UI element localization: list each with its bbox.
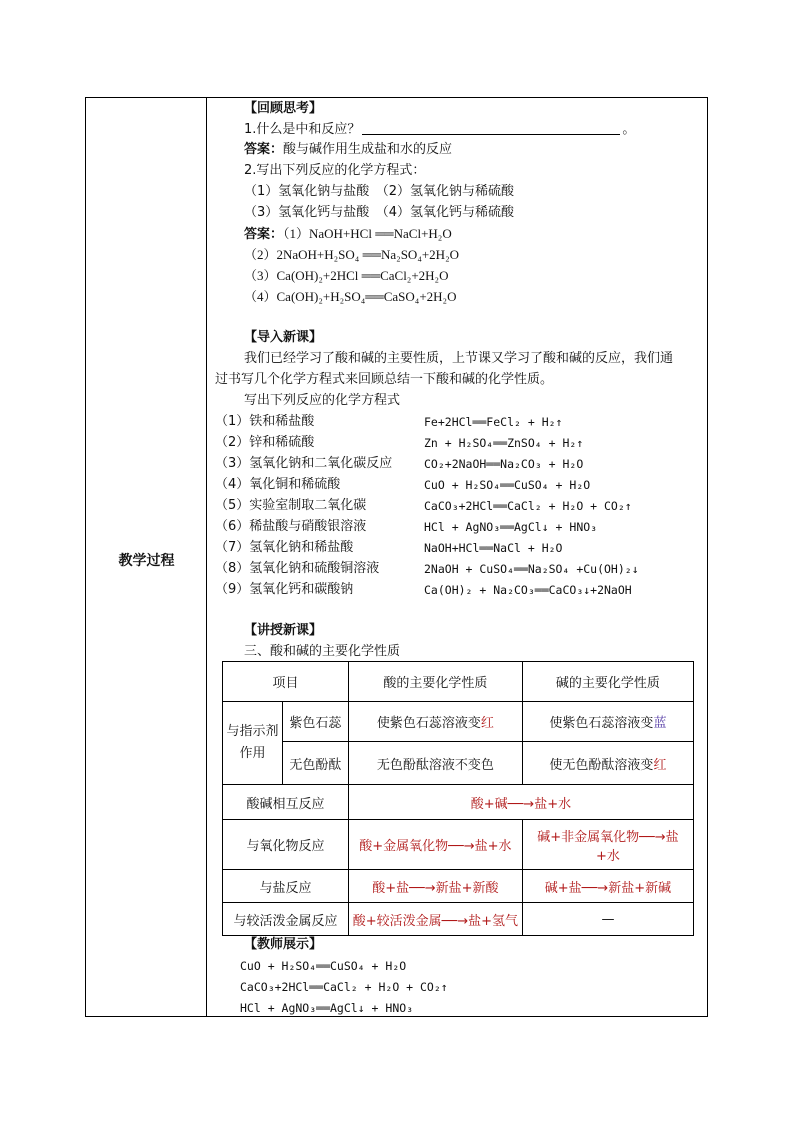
equation: （1）NaOH+HCl ══NaCl+H₂O — [283, 226, 452, 241]
answer-2-label: 答案： — [244, 227, 284, 242]
reaction-equation: Fe+2HCl══FeCl₂ + H₂↑ — [424, 415, 563, 429]
reaction-equation: CuO + H₂SO₄══CuSO₄ + H₂O — [424, 478, 591, 492]
question-1-end: 。 — [622, 122, 636, 137]
side-label: 教学过程 — [118, 553, 175, 569]
header-base: 碱的主要化学性质 — [522, 662, 693, 702]
reaction-equation: CaCO₃+2HCl══CaCl₂ + H₂O + CO₂↑ — [424, 499, 632, 513]
equation: （3）Ca(OH)₂+2HCl ══CaCl₂+2H₂O — [244, 268, 449, 283]
reaction-name: （4）氧化铜和稀硫酸 — [215, 477, 341, 492]
intro-paragraph-2: 过书写几个化学方程式来回顾总结一下酸和碱的化学性质。 — [215, 372, 554, 387]
metal-label: 与较活泼金属反应 — [223, 903, 349, 936]
demo-heading: 【教师展示】 — [244, 937, 323, 952]
reaction-name: （7）氢氧化钠和稀盐酸 — [215, 540, 354, 555]
answer-1-text: 酸与碱作用生成盐和水的反应 — [283, 142, 453, 157]
table-row — [223, 820, 694, 870]
litmus-base-color: 蓝 — [653, 716, 667, 731]
reaction-equation: CO₂+2NaOH══Na₂CO₃ + H₂O — [424, 457, 584, 471]
equation: （4）Ca(OH)₂+H₂SO₄══CaSO₄+2H₂O — [244, 289, 457, 304]
question-1-text: 1.什么是中和反应？ — [244, 122, 361, 137]
salt-base: 碱+盐──→新盐+新碱 — [522, 870, 693, 903]
table-row — [223, 742, 694, 785]
properties-table — [222, 661, 694, 936]
litmus-label: 紫色石蕊 — [282, 702, 348, 742]
demo-equation: HCl + AgNO₃══AgCl↓ + HNO₃ — [240, 1001, 414, 1015]
neutral-label: 酸碱相互反应 — [223, 785, 349, 820]
lecture-heading: 【讲授新课】 — [244, 623, 323, 638]
reaction-name: （8）氢氧化钠和硫酸铜溶液 — [215, 561, 380, 576]
litmus-base — [522, 702, 693, 742]
phenol-base-text: 使无色酚酞溶液变 — [549, 757, 654, 773]
reaction-name: （3）氢氧化钠和二氧化碳反应 — [215, 456, 393, 471]
review-heading: 【回顾思考】 — [244, 101, 323, 116]
reaction-name: （5）实验室制取二氧化碳 — [215, 498, 367, 513]
salt-acid: 酸+盐──→新盐+新酸 — [348, 870, 522, 903]
answer-1-label: 答案： — [244, 142, 284, 157]
reaction-equation: Ca(OH)₂ + Na₂CO₃══CaCO₃↓+2NaOH — [424, 583, 632, 597]
equation: （2）2NaOH+H₂SO₄ ══Na₂SO₄+2H₂O — [244, 247, 459, 262]
question-2-items-2: （3）氢氧化钙与盐酸 （4）氢氧化钙与稀硫酸 — [244, 205, 515, 220]
oxide-label: 与氧化物反应 — [223, 820, 349, 870]
question-2: 2.写出下列反应的化学方程式： — [244, 163, 426, 178]
intro-heading: 【导入新课】 — [244, 330, 323, 345]
answer-1 — [244, 141, 452, 159]
table-row — [223, 903, 694, 936]
phenol-label: 无色酚酞 — [282, 742, 348, 785]
left-column — [86, 98, 207, 1016]
question-1 — [244, 121, 635, 139]
reaction-equation: NaOH+HCl══NaCl + H₂O — [424, 541, 563, 555]
reaction-name: （6）稀盐酸与硝酸银溶液 — [215, 519, 367, 534]
litmus-acid — [348, 702, 522, 742]
metal-base: — — [522, 903, 693, 936]
intro-paragraph-1: 我们已经学习了酸和碱的主要性质，上节课又学习了酸和碱的反应，我们通 — [244, 351, 674, 366]
reaction-name: （1）铁和稀盐酸 — [215, 414, 315, 429]
metal-acid: 酸+较活泼金属──→盐+氢气 — [348, 903, 522, 936]
reaction-equation: Zn + H₂SO₄══ZnSO₄ + H₂↑ — [424, 436, 584, 450]
salt-label: 与盐反应 — [223, 870, 349, 903]
table-header-row — [223, 662, 694, 702]
litmus-base-text: 使紫色石蕊溶液变 — [549, 716, 654, 731]
litmus-acid-text: 使紫色石蕊溶液变 — [376, 716, 481, 731]
intro-task: 写出下列反应的化学方程式 — [244, 393, 401, 408]
reaction-name: （9）氢氧化钙和碳酸钠 — [215, 582, 354, 597]
litmus-acid-color: 红 — [480, 716, 494, 731]
table-row — [223, 785, 694, 820]
reaction-equation: 2NaOH + CuSO₄══Na₂SO₄ +Cu(OH)₂↓ — [424, 562, 639, 576]
phenol-base-color: 红 — [653, 757, 667, 773]
demo-equation: CuO + H₂SO₄══CuSO₄ + H₂O — [240, 959, 407, 973]
answer-2-eq1 — [244, 225, 452, 244]
question-2-items-1: （1）氢氧化钠与盐酸 （2）氢氧化钠与稀硫酸 — [244, 184, 515, 199]
indicator-group-label: 与指示剂作用 — [223, 702, 283, 785]
phenol-acid: 无色酚酞溶液不变色 — [348, 742, 522, 785]
neutral-value: 酸+碱──→盐+水 — [348, 785, 693, 820]
answer-blank — [362, 121, 620, 135]
header-acid: 酸的主要化学性质 — [348, 662, 522, 702]
demo-equation: CaCO₃+2HCl══CaCl₂ + H₂O + CO₂↑ — [240, 980, 448, 994]
reaction-name: （2）锌和稀硫酸 — [215, 435, 315, 450]
oxide-acid: 酸+金属氧化物──→盐+水 — [348, 820, 522, 870]
table-row — [223, 870, 694, 903]
reaction-equation: HCl + AgNO₃══AgCl↓ + HNO₃ — [424, 520, 598, 534]
lecture-subtitle: 三、酸和碱的主要化学性质 — [244, 644, 401, 659]
header-item: 项目 — [223, 662, 349, 702]
oxide-base: 碱+非金属氧化物──→盐+水 — [522, 820, 693, 870]
table-row — [223, 702, 694, 742]
phenol-base — [522, 742, 693, 785]
